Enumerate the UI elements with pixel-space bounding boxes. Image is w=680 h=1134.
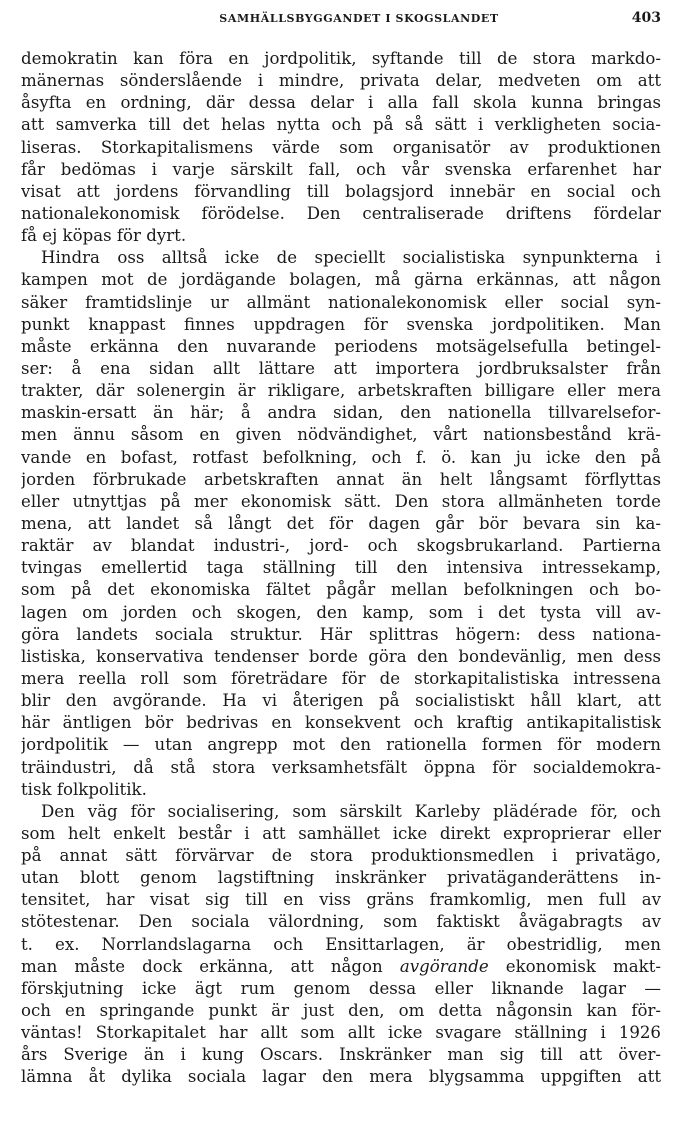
text-line: träindustri, då stå stora verksamhetsfält öppna för socialdemokra-	[21, 757, 661, 777]
text-line: åsyfta en ordning, där dessa delar i alla fall skola kunna bringas	[21, 93, 661, 113]
text-line: stötestenar. Den sociala välordning, som faktiskt åvägabragts av	[21, 912, 661, 932]
text-line: tvingas emellertid taga ställning till den intensiva intressekamp,	[21, 558, 661, 578]
text-line: jorden förbrukade arbetskraften annat än helt långsamt förflyttas	[21, 469, 661, 489]
text-line: att samverka till det helas nytta och på så sätt i verkligheten socia-	[21, 115, 661, 135]
body-text	[21, 48, 661, 1089]
text-line: väntas! Storkapitalet har allt som allt icke svagare ställning i 1926	[21, 1023, 661, 1043]
text-line: liseras. Storkapitalismens värde som organisatör av produktionen	[21, 137, 661, 157]
text-line: få ej köpas för dyrt.	[21, 226, 187, 246]
text-line: eller utnyttjas på mer ekonomisk sätt. Den stora allmänheten torde	[21, 491, 661, 511]
text-line: tisk folkpolitik.	[21, 779, 147, 799]
running-title: SAMHÄLLSBYGGANDET I SKOGSLANDET	[219, 12, 499, 25]
text-line: mena, att landet så långt det för dagen går bör bevara sin ka-	[21, 513, 661, 533]
text-line: t. ex. Norrlandslagarna och Ensittarlagen, är obestridlig, men	[21, 934, 661, 954]
text-line: demokratin kan föra en jordpolitik, syftande till de stora markdo-	[21, 49, 661, 68]
text-line: punkt knappast finnes uppdragen för svenska jordpolitiken. Man	[21, 314, 661, 334]
text-line: trakter, där solenergin är rikligare, arbetskraften billigare eller mera	[21, 381, 661, 401]
text-line: mänernas sönderslående i mindre, privata delar, medveten om att	[21, 71, 661, 91]
text-line: maskin-ersatt än här; å andra sidan, den nationella tillvarelsefor-	[21, 403, 661, 423]
running-head	[21, 10, 661, 32]
text-line: på annat sätt förvärvar de stora produktionsmedlen i privatägo,	[21, 846, 661, 866]
text-line: ser: å ena sidan allt lättare att importera jordbruksalster från	[21, 358, 661, 378]
text-line: tensitet, har visat sig till en viss gräns framkomlig, men full av	[21, 890, 661, 910]
text-line: som på det ekonomiska fältet pågår mellan befolkningen och bo-	[21, 580, 661, 600]
text-line: men ännu såsom en given nödvändighet, vårt nationsbestånd krä-	[21, 425, 661, 445]
text-line: här äntligen bör bedrivas en konsekvent och kraftig antikapitalistisk	[21, 713, 661, 733]
text-line: års Sverige än i kung Oscars. Inskränker man sig till att över-	[21, 1045, 661, 1065]
text-line: förskjutning icke ägt rum genom dessa eller liknande lagar —	[21, 978, 661, 998]
text-line: nationalekonomisk förödelse. Den centraliserade driftens fördelar	[21, 203, 661, 223]
text-line: jordpolitik — utan angrepp mot den rationella formen för modern	[21, 735, 661, 755]
text-line: visat att jordens förvandling till bolagsjord innebär en social och	[21, 181, 661, 201]
text-line: raktär av blandat industri-, jord- och skogsbrukarland. Partierna	[21, 536, 661, 556]
text-line: lagen om jorden och skogen, den kamp, som i det tysta vill av-	[21, 602, 661, 622]
book-page	[21, 10, 661, 1089]
text-line: som helt enkelt består i att samhället icke direkt exproprierar eller	[21, 823, 661, 843]
text-line: Hindra oss alltså icke de speciellt socialistiska synpunkterna i	[41, 248, 661, 268]
text-line: lämna åt dylika sociala lagar den mera blygsamma uppgiften att	[21, 1067, 661, 1087]
text-line: måste erkänna den nuvarande periodens motsägelsefulla betingel-	[21, 336, 661, 356]
text-line: mera reella roll som företrädare för de storkapitalistiska intressena	[21, 668, 661, 688]
text-line: vande en bofast, rotfast befolkning, och f. ö. kan ju icke den på	[21, 447, 661, 467]
text-line: kampen mot de jordägande bolagen, må gärna erkännas, att någon	[21, 270, 661, 290]
text-line: listiska, konservativa tendenser borde göra den bondevänlig, men dess	[21, 646, 661, 666]
text-line: och en springande punkt är just den, om detta någonsin kan för-	[21, 1001, 661, 1021]
text-line: säker framtidslinje ur allmänt nationalekonomisk eller social syn-	[21, 292, 661, 312]
emphasis: avgörande	[399, 956, 489, 976]
text-line: göra landets sociala struktur. Här splittras högern: dess nationa-	[21, 624, 661, 644]
text-line: Den väg för socialisering, som särskilt Karleby plädérade för, och	[41, 801, 661, 821]
text-line: man måste dock erkänna, att någon avgörande ekonomisk makt-	[21, 956, 661, 976]
text-line: utan blott genom lagstiftning inskränker privatäganderättens in-	[21, 868, 661, 888]
text-line: blir den avgörande. Ha vi återigen på socialistiskt håll klart, att	[21, 691, 661, 711]
page-number: 403	[631, 10, 661, 26]
text-line: får bedömas i varje särskilt fall, och vår svenska erfarenhet har	[21, 159, 661, 179]
